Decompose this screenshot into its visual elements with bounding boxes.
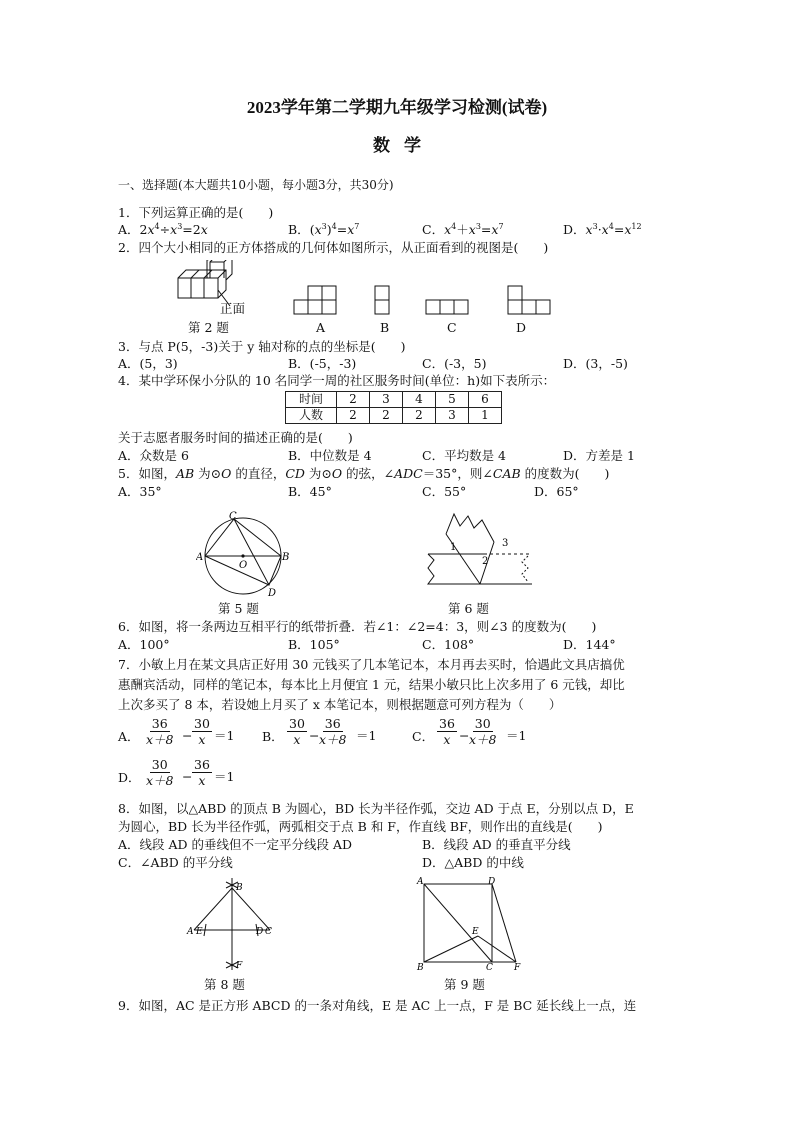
q7-d-minus: − [182, 769, 193, 784]
q7-c-minus: − [459, 728, 470, 743]
table-cell: 2 [337, 392, 370, 408]
table-cell: 3 [436, 408, 469, 424]
q5-point-d: D [268, 588, 277, 599]
q7-a-rhs: ＝1 [214, 728, 235, 743]
table-cell: 2 [337, 408, 370, 424]
q7-d-fraction-2 [192, 757, 212, 788]
q2-fig-caption: 第 2 题 [188, 320, 229, 335]
q2-label-b: B [380, 320, 390, 335]
q6-fig-caption: 第 6 题 [448, 601, 489, 616]
q8-point-a: A [187, 927, 194, 937]
q8-point-f: F [236, 961, 243, 971]
q9-point-c: C [486, 963, 493, 973]
q5-point-a: A [196, 552, 204, 563]
q5-circle-figure [196, 510, 296, 600]
table-cell: 3 [370, 392, 403, 408]
q3-stem: 3．与点 P(5，-3)关于 y 轴对称的点的坐标是( ) [118, 339, 406, 354]
q6-folded-strip-figure [424, 512, 540, 592]
q4-option-d: D．方差是 1 [563, 448, 635, 463]
q5-point-o: O [239, 560, 248, 571]
table-cell: 5 [436, 392, 469, 408]
fraction-denominator: x＋8 [469, 732, 497, 747]
q8-line-2: 为圆心，BD 长为半径作弧，两弧相交于点 B 和 F，作直线 BF，则作出的直线是( ) [118, 819, 603, 834]
q7-line-2: 惠酬宾活动，同样的笔记本，每本比上月便宜 1 元，结果小敏只比上次多用了 6 元钱，却比 [118, 677, 625, 692]
q7-a-minus: − [182, 728, 193, 743]
q6-angle-2: 2 [482, 556, 489, 567]
q8-option-c: C．∠ABD 的平分线 [118, 855, 233, 870]
q7-a-fraction-1 [146, 716, 174, 747]
q2-front-label: 正面 [220, 301, 246, 316]
q2-stem: 2．四个大小相同的正方体搭成的几何体如图所示，从正面看到的视图是( ) [118, 240, 549, 255]
fraction-denominator: x＋8 [146, 732, 174, 747]
q5-option-a: A．35° [118, 484, 162, 499]
q6-option-a: A．100° [118, 637, 170, 652]
q8-line-1: 8．如图，以△ABD 的顶点 B 为圆心，BD 长为半径作弧，交边 AD 于点 E，分别以点 D，E [118, 801, 634, 816]
fraction-denominator: x＋8 [319, 732, 347, 747]
fraction-numerator: 36 [439, 716, 455, 731]
q5-point-c: C [229, 511, 237, 522]
q8-point-d: D [256, 927, 264, 937]
fraction-numerator: 36 [151, 716, 168, 731]
q4-option-a: A．众数是 6 [118, 448, 189, 463]
q8-option-b: B．线段 AD 的垂直平分线 [422, 837, 571, 852]
fraction-denominator: x＋8 [146, 773, 174, 788]
q2-solid-figure [170, 260, 260, 320]
q6-option-c: C．108° [422, 637, 475, 652]
q6-option-b: B．105° [288, 637, 340, 652]
q5-option-b: B．45° [288, 484, 332, 499]
q8-point-b: B [236, 883, 243, 893]
q2-view-options [292, 284, 552, 318]
q3-option-a: A．(5，3) [118, 356, 178, 371]
q9-point-d: D [488, 877, 496, 887]
fraction-numerator: 30 [289, 716, 305, 731]
q3-option-b: B．(-5，-3) [288, 356, 357, 371]
q7-c-rhs: ＝1 [506, 728, 527, 743]
fraction-denominator: x [198, 773, 206, 788]
q9-square-figure [412, 874, 532, 974]
q7-b-fraction-1 [287, 716, 307, 747]
q9-point-f: F [514, 963, 521, 973]
q3-option-c: C．(-3，5) [422, 356, 487, 371]
q7-line-1: 7．小敏上月在某文具店正好用 30 元钱买了几本笔记本，本月再去买时，恰遇此文具店搞优 [118, 657, 625, 672]
q5-option-d: D．65° [534, 484, 579, 499]
table-cell: 2 [370, 408, 403, 424]
q1-option-a: A．$2x^4\div x^3=2x$ [118, 222, 208, 237]
fraction-numerator: 36 [324, 716, 341, 731]
subject-title: 数学 [373, 136, 435, 156]
q5-fig-caption: 第 5 题 [218, 601, 259, 616]
q9-point-a: A [417, 877, 424, 887]
q8-point-c: C [265, 927, 272, 937]
q8-point-e: E [196, 927, 203, 937]
fraction-numerator: 36 [194, 757, 210, 772]
fraction-numerator: 30 [474, 716, 491, 731]
page-title: 2023学年第二学期九年级学习检测(试卷) [246, 98, 548, 117]
q7-option-b-label: B． [262, 729, 284, 744]
q7-option-c-label: C． [412, 729, 435, 744]
q2-label-a: A [316, 320, 326, 335]
q7-option-d-label: D． [118, 770, 141, 785]
q9-line-1: 9．如图，AC 是正方形 ABCD 的一条对角线，E 是 AC 上一点，F 是 BC 延长线上一点，连 [118, 998, 637, 1013]
q9-fig-caption: 第 9 题 [444, 977, 485, 992]
fraction-numerator: 30 [151, 757, 168, 772]
section-heading: 一、选择题(本大题共10小题，每小题3分，共30分) [118, 178, 394, 192]
q7-line-3: 上次多买了 8 本，若设她上月买了 x 本笔记本，则根据题意可列方程为（ ） [118, 697, 562, 712]
q1-stem: 1．下列运算正确的是( ) [118, 205, 274, 220]
table-header: 人数 [286, 408, 337, 424]
q7-c-fraction-2 [469, 716, 497, 747]
q8-construction-figure [182, 874, 282, 974]
q7-a-fraction-2 [192, 716, 212, 747]
q2-label-d: D [516, 320, 527, 335]
table-cell: 6 [469, 392, 502, 408]
q7-option-a-label: A． [118, 729, 140, 744]
table-header: 时间 [286, 392, 337, 408]
q4-option-c: C．平均数是 4 [422, 448, 506, 463]
fraction-denominator: x [443, 732, 451, 747]
q8-option-a: A．线段 AD 的垂线但不一定平分线段 AD [118, 837, 353, 852]
table-cell: 2 [403, 408, 436, 424]
q5-point-b: B [282, 552, 290, 563]
q7-b-fraction-2 [319, 716, 347, 747]
q8-fig-caption: 第 8 题 [204, 977, 245, 992]
q6-stem: 6．如图，将一条两边互相平行的纸带折叠．若∠1：∠2=4：3，则∠3 的度数为( ) [118, 619, 597, 634]
q4-question: 关于志愿者服务时间的描述正确的是( ) [118, 430, 353, 445]
q9-point-e: E [472, 927, 479, 937]
q7-b-rhs: ＝1 [356, 728, 377, 743]
q5-option-c: C．55° [422, 484, 467, 499]
q4-stem: 4．某中学环保小分队的 10 名同学一周的社区服务时间(单位：h)如下表所示： [118, 373, 556, 388]
table-row [286, 392, 502, 408]
q1-option-c: C．$x^4+x^3=x^7$ [422, 222, 504, 237]
q7-c-fraction-1 [437, 716, 457, 747]
q7-b-minus: − [309, 728, 320, 743]
q7-d-fraction-1 [146, 757, 174, 788]
fraction-denominator: x [198, 732, 206, 747]
q6-angle-3: 3 [502, 538, 509, 549]
table-cell: 4 [403, 392, 436, 408]
q4-service-table [285, 391, 502, 424]
q9-point-b: B [417, 963, 424, 973]
q6-option-d: D．144° [563, 637, 616, 652]
q7-d-rhs: ＝1 [214, 769, 235, 784]
fraction-numerator: 30 [194, 716, 210, 731]
q6-angle-1: 1 [450, 542, 457, 553]
table-row [286, 408, 502, 424]
q3-option-d: D．(3，-5) [563, 356, 628, 371]
q8-option-d: D．△ABD 的中线 [422, 855, 524, 870]
table-cell: 1 [469, 408, 502, 424]
fraction-denominator: x [293, 732, 301, 747]
q1-option-b: B．$(x^3)^4=x^7$ [288, 222, 360, 237]
q5-stem: 5．如图，AB 为⊙O 的直径，CD 为⊙O 的弦，∠ADC＝35°，则∠CAB 的度数为( ) [118, 466, 610, 481]
q2-label-c: C [447, 320, 457, 335]
q4-option-b: B．中位数是 4 [288, 448, 372, 463]
q1-option-d: D．$x^3\cdot x^4=x^{12}$ [563, 222, 642, 237]
